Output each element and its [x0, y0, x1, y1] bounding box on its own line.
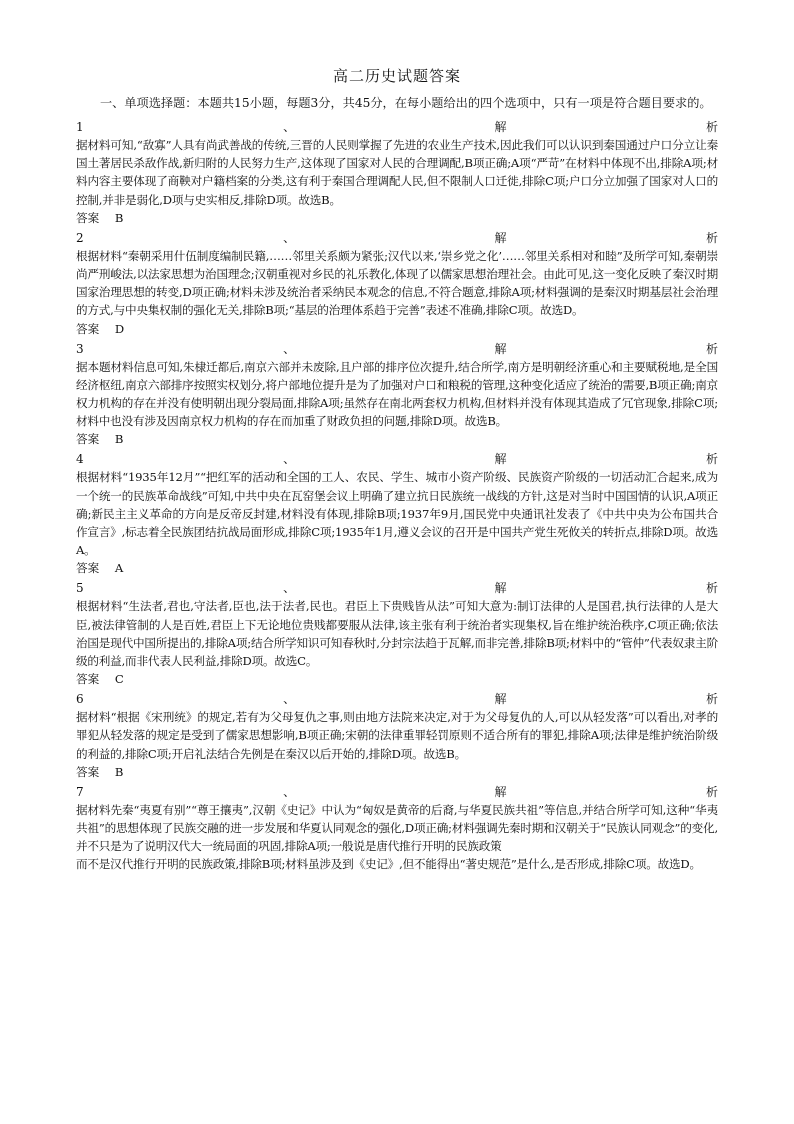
analysis-label-xi: 析: [705, 452, 718, 467]
question-header: [76, 450, 718, 468]
answer-line: [76, 559, 718, 577]
question-separator: 、: [283, 581, 296, 596]
question-item: [76, 450, 718, 577]
question-separator: 、: [283, 230, 296, 245]
analysis-label-jie: 解: [494, 784, 507, 799]
question-item: [76, 118, 718, 227]
question-header: [76, 229, 718, 247]
question-number: 7: [76, 784, 84, 799]
question-separator: 、: [283, 120, 296, 134]
answer-sheet: [76, 66, 718, 874]
analysis-label-jie: 解: [494, 230, 507, 245]
question-number: 2: [76, 230, 84, 245]
question-separator: 、: [283, 452, 296, 467]
answer-line: [76, 670, 718, 688]
answer-value: B: [114, 764, 124, 779]
analysis-label-jie: 解: [494, 581, 507, 596]
answer-value: D: [114, 321, 125, 336]
analysis-label-jie: 解: [494, 120, 507, 134]
page-title: 高二历史试题答案: [332, 67, 461, 85]
analysis-text: 据本题材料信息可知,朱棣迁都后,南京六部并未废除,且户部的排序位次提升,结合所学,南方是明朝经济重心和主要赋税地,是全国经济枢纽,南京六部排序按照实权划分,将户部地位提升是为了加强对户口和粮税的管理,这种变化适应了统治的需要,B项正确;南京权力机构的存在并没有使明朝出现分裂局面,排除A项;虽然存在南北两套权力机构,但材料并没有体现其造成了冗官现象,排除C项;材料中也没有涉及因南京权力机构的存在而加重了财政负担的问题,排除D项。故选B。: [76, 359, 718, 429]
question-list: [76, 118, 718, 874]
answer-line: [76, 430, 718, 448]
analysis-label-xi: 析: [705, 120, 718, 134]
question-item: [76, 783, 718, 874]
question-header: [76, 579, 718, 597]
analysis-text: 据材料先秦“夷夏有别”“尊王攘夷”,汉朝《史记》中认为“匈奴是黄帝的后裔,与华夏民族共祖”等信息,并结合所学可知,这种“华夷共祖”的思想体现了民族交融的进一步发展和华夏认同观念的强化,D项正确;材料强调先秦时期和汉朝关于“民族认同观念”的变化,并不只是为了说明汉代大一统局面的巩固,排除A项;一般说是唐代推行开明的民族政策: [76, 802, 718, 854]
analysis-text: 根据材料“秦朝采用什伍制度编制民籍,……邻里关系颇为紧张;汉代以来,‘崇乡党之化’……邻里关系相对和睦”及所学可知,秦朝崇尚严刑峻法,以法家思想为治国理念;汉朝重视对乡民的礼乐教化,体现了以儒家思想治理社会。由此可见,这一变化反映了秦汉时期国家治理思想的转变,D项正确;材料未涉及统治者采纳民本观念的信息,不符合题意,排除A项;材料强调的是秦汉时期基层社会治理的方式,与中央集权制的强化无关,排除B项;“基层的治理体系趋于完善”表述不准确,排除C项。故选D。: [76, 248, 718, 318]
analysis-text: 根据材料“生法者,君也,守法者,臣也,法于法者,民也。君臣上下贵贱皆从法”可知大意为:制订法律的人是国君,执行法律的人是大臣,被法律管制的人是百姓,君臣上下无论地位贵贱都要服从法律,该主张有利于统治者实现集权,旨在维护统治秩序,C项正确;依法治国是现代中国所提出的,排除A项;结合所学知识可知春秋时,分封宗法趋于瓦解,而非完善,排除B项;材料中的“管仲”代表奴隶主阶级的利益,而非代表人民利益,排除D项。故选C。: [76, 599, 718, 669]
answer-value: B: [114, 210, 124, 225]
answer-label: 答案: [76, 210, 100, 225]
analysis-label-xi: 析: [705, 230, 718, 245]
question-item: [76, 340, 718, 449]
question-header: [76, 340, 718, 358]
question-number: 5: [76, 581, 84, 596]
question-separator: 、: [283, 692, 296, 707]
answer-label: 答案: [76, 764, 100, 779]
answer-label: 答案: [76, 432, 100, 447]
answer-label: 答案: [76, 561, 100, 576]
question-header: [76, 118, 718, 136]
question-item: [76, 229, 718, 338]
analysis-label-jie: 解: [494, 692, 507, 707]
question-header: [76, 690, 718, 708]
analysis-label-xi: 析: [705, 692, 718, 707]
answer-value: C: [114, 672, 124, 687]
question-separator: 、: [283, 341, 296, 356]
section-intro: 一、单项选择题：本题共15小题，每题3分，共45分，在每小题给出的四个选项中，只有一项是符合题目要求的。: [100, 96, 712, 110]
analysis-text: 根据材料“1935年12月”“把红军的活动和全国的工人、农民、学生、城市小资产阶级、民族资产阶级的一切活动汇合起来,成为一个统一的民族革命战线”可知,中共中央在瓦窑堡会议上明确了建立抗日民族统一战线的方针,这是对当时中国国情的认识,A项正确;新民主主义革命的方向是反帝反封建,材料没有体现,排除B项;1937年9月,国民党中央通讯社发表了《中共中央为公布国共合作宣言》,标志着全民族团结抗战局面形成,排除C项;1935年1月,遵义会议的召开是中国共产党生死攸关的转折点,排除D项。故选A。: [76, 470, 718, 558]
analysis-text: 据材料可知,“敌寡”人具有尚武善战的传统,三晋的人民则掌握了先进的农业生产技术,因此我们可以认识到秦国通过户口分立让秦国土著居民杀敌作战,新归附的人民努力生产,这体现了国家对人民的合理调配,B项正确;A项“严苛”在材料中体现不出,排除A项;材料内容主要体现了商鞅对户籍档案的分类,这有利于秦国合理调配人民,但不限制人口迁徙,排除C项;户口分立加强了国家对人口的控制,并非是弱化,D项与史实相反,排除D项。故选B。: [76, 138, 718, 207]
question-number: 6: [76, 692, 84, 707]
answer-value: A: [114, 561, 124, 576]
question-separator: 、: [283, 784, 296, 799]
question-number: 1: [76, 120, 84, 134]
analysis-text: 据材料“根据《宋刑统》的规定,若有为父母复仇之事,则由地方法院来决定,对于为父母复仇的人,可以从轻发落”可以看出,对孝的罪犯从轻发落的规定是受到了儒家思想影响,B项正确;宋朝的法律重罪轻罚原则不适合所有的罪犯,排除A项;法律是维护统治阶级的利益的,排除C项;开启礼法结合先例是在秦汉以后开始的,排除D项。故选B。: [76, 710, 718, 761]
analysis-label-xi: 析: [705, 784, 718, 799]
analysis-label-jie: 解: [494, 452, 507, 467]
answer-line: [76, 763, 718, 781]
analysis-label-xi: 析: [705, 341, 718, 356]
question-number: 3: [76, 341, 84, 356]
answer-label: 答案: [76, 672, 100, 687]
question-item: [76, 579, 718, 688]
analysis-text-continued: 而不是汉代推行开明的民族政策,排除B项;材料虽涉及到《史记》,但不能得出“著史规范”是什么,是否形成,排除C项。故选D。: [76, 857, 701, 872]
question-item: [76, 690, 718, 781]
answer-line: [76, 320, 718, 338]
analysis-label-xi: 析: [705, 581, 718, 596]
question-header: [76, 783, 718, 801]
question-number: 4: [76, 452, 84, 467]
answer-label: 答案: [76, 321, 100, 336]
answer-line: [76, 209, 718, 227]
answer-value: B: [114, 432, 124, 447]
analysis-label-jie: 解: [494, 341, 507, 356]
